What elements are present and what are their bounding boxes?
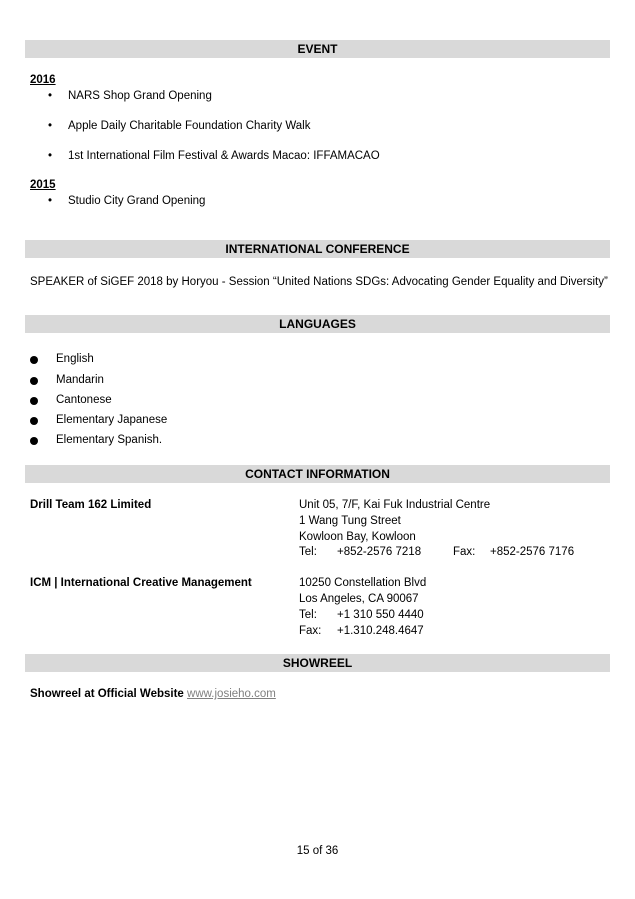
- list-item: • NARS Shop Grand Opening: [50, 90, 212, 102]
- conference-heading: INTERNATIONAL CONFERENCE: [25, 240, 610, 258]
- tel-label: Tel:: [299, 609, 317, 621]
- contact-heading: CONTACT INFORMATION: [25, 465, 610, 483]
- bullet-icon: [30, 377, 38, 385]
- agency-name: Drill Team 162 Limited: [30, 499, 152, 511]
- bullet-icon: [30, 417, 38, 425]
- fax-value: +1.310.248.4647: [337, 625, 424, 637]
- showreel-label: Showreel at Official Website: [30, 688, 184, 700]
- language-item: English: [30, 353, 94, 365]
- list-item: • 1st International Film Festival & Awards Macao: IFFAMACAO: [50, 150, 380, 162]
- tel-label: Tel:: [299, 546, 317, 558]
- list-item: • Apple Daily Charitable Foundation Charity Walk: [50, 120, 310, 132]
- agency-address-line: Unit 05, 7/F, Kai Fuk Industrial Centre: [299, 499, 491, 511]
- page-number: [0, 845, 635, 857]
- agency-address-line: 1 Wang Tung Street: [299, 515, 401, 527]
- tel-value: +1 310 550 4440: [337, 609, 424, 621]
- languages-heading: LANGUAGES: [25, 315, 610, 333]
- event-year-2016: 2016: [30, 74, 56, 86]
- language-item: Cantonese: [30, 394, 112, 406]
- page-total: 36: [325, 845, 339, 857]
- showreel-heading: SHOWREEL: [25, 654, 610, 672]
- event-heading: EVENT: [25, 40, 610, 58]
- bullet-icon: [30, 437, 38, 445]
- fax-label: Fax:: [299, 625, 322, 637]
- bullet-icon: [30, 397, 38, 405]
- agency-name: ICM | International Creative Management: [30, 577, 252, 589]
- conference-text: SPEAKER of SiGEF 2018 by Horyou - Session “United Nations SDGs: Advocating Gender Equality and Diversity”: [30, 276, 608, 288]
- showreel-link[interactable]: www.josieho.com: [187, 688, 276, 700]
- page-current: 15: [296, 845, 310, 857]
- bullet-icon: [30, 356, 38, 364]
- fax-label: Fax:: [453, 546, 476, 558]
- tel-value: +852-2576 7218: [337, 546, 422, 558]
- agency-address-line: 10250 Constellation Blvd: [299, 577, 427, 589]
- language-item: Elementary Japanese: [30, 414, 167, 426]
- agency-address-line: Los Angeles, CA 90067: [299, 593, 419, 605]
- event-year-2015: 2015: [30, 179, 56, 191]
- page-of: of: [312, 845, 323, 857]
- fax-value: +852-2576 7176: [490, 546, 575, 558]
- agency-address-line: Kowloon Bay, Kowloon: [299, 531, 416, 543]
- showreel-line: [30, 688, 276, 700]
- list-item: • Studio City Grand Opening: [50, 195, 205, 207]
- language-item: Elementary Spanish.: [30, 434, 162, 446]
- language-item: Mandarin: [30, 374, 104, 386]
